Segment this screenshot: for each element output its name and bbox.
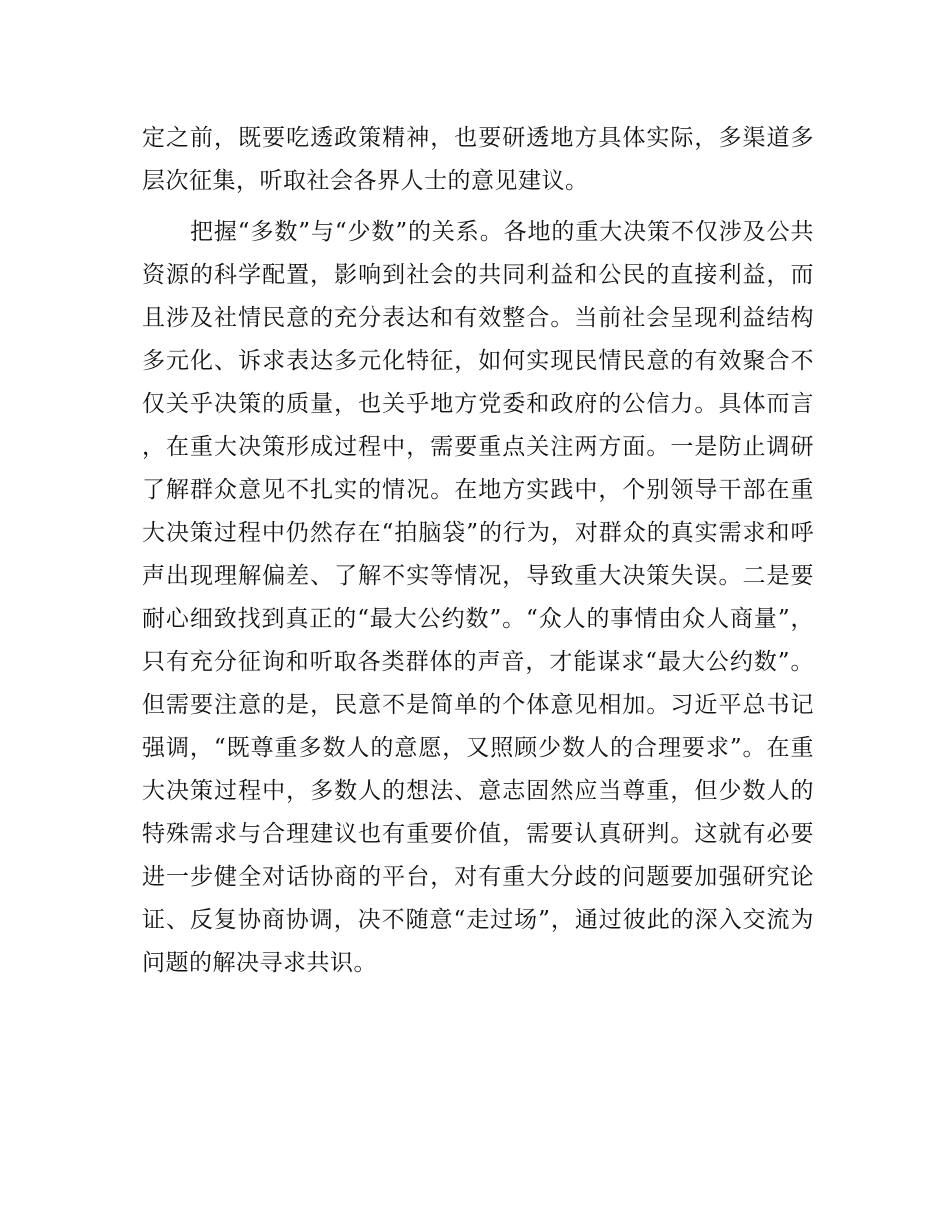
paragraph-continuation: 定之前，既要吃透政策精神，也要研透地方具体实际，多渠道多层次征集，听取社会各界人士的意见建议。 [142, 125, 814, 194]
paragraph-majority-minority: 把握“多数”与“少数”的关系。各地的重大决策不仅涉及公共资源的科学配置，影响到社会的共同利益和公民的直接利益，而且涉及社情民意的充分表达和有效整合。当前社会呈现利益结构多元化、诉求表达多元化特征，如何实现民情民意的有效聚合不仅关乎决策的质量，也关乎地方党委和政府的公信力。具体而言，在重大决策形成过程中，需要重点关注两方面。一是防止调研了解群众意见不扎实的情况。在地方实践中，个别领导干部在重大决策过程中仍然存在“拍脑袋”的行为，对群众的真实需求和呼声出现理解偏差、了解不实等情况，导致重大决策失误。二是要耐心细致找到真正的“最大公约数”。“众人的事情由众人商量”，只有充分征询和听取各类群体的声音，才能谋求“最大公约数”。但需要注意的是，民意不是简单的个体意见相加。习近平总书记强调，“既尊重多数人的意愿，又照顾少数人的合理要求”。在重大决策过程中，多数人的想法、意志固然应当尊重，但少数人的特殊需求与合理建议也有重要价值，需要认真研判。这就有必要进一步健全对话协商的平台，对有重大分歧的问题要加强研究论证、反复协商协调，决不随意“走过场”，通过彼此的深入交流为问题的解决寻求共识。 [142, 219, 814, 976]
document-body [142, 117, 814, 985]
